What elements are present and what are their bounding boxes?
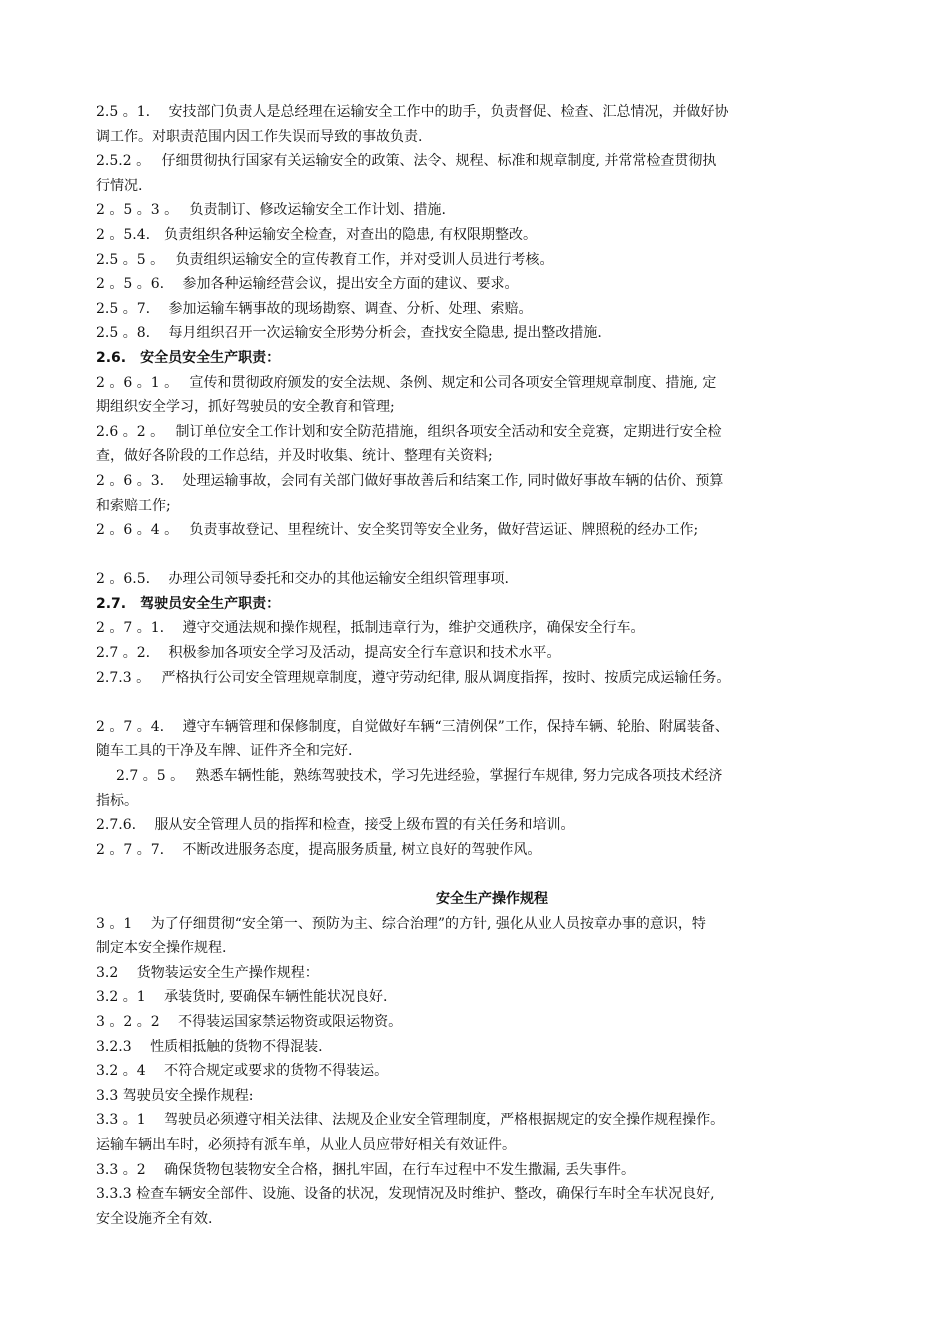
text-line: 2 。6 。1 。 宣传和贯彻政府颁发的安全法规、条例、规定和公司各项安全管理规章制度、措施, 定: [96, 374, 717, 391]
section-heading-2-7: 2.7. 驾驶员安全生产职责：: [96, 595, 281, 612]
text-line: 2.7.3 。 严格执行公司安全管理规章制度，遵守劳动纪律, 服从调度指挥，按时、按质完成运输任务。: [96, 669, 731, 686]
text-line: 3.2 。4 不符合规定或要求的货物不得装运。: [96, 1063, 389, 1080]
text-line: 2 。6 。3. 处理运输事故，会同有关部门做好事故善后和结案工作, 同时做好事故车辆的估价、预算: [96, 472, 724, 489]
text-line: 3.2 货物装运安全生产操作规程：: [96, 964, 319, 981]
section-title: 安全生产操作规程: [436, 891, 548, 907]
text-line: 3.3 。2 确保货物包装物安全合格，捆扎牢固，在行车过程中不发生撒漏, 丢失事件。: [96, 1161, 635, 1178]
text-line: 2 。6 。4 。 负责事故登记、里程统计、安全奖罚等安全业务，做好营运证、牌照税的经办工作;: [96, 522, 699, 539]
text-line: 2.7.6. 服从安全管理人员的指挥和检查，接受上级布置的有关任务和培训。: [96, 817, 575, 834]
text-line: 行情况.: [96, 177, 143, 194]
text-line: 3.2.3 性质相抵触的货物不得混装.: [96, 1038, 323, 1055]
text-line: 2.5.2 。 仔细贯彻执行国家有关运输安全的政策、法令、规程、标准和规章制度, 并常常检查贯彻执: [96, 153, 717, 170]
text-line: 2.6 。2 。 制订单位安全工作计划和安全防范措施，组织各项安全活动和安全竞赛，定期进行安全检: [96, 423, 722, 440]
text-line: 3 。1 为了仔细贯彻“安全第一、预防为主、综合治理”的方针, 强化从业人员按章办事的意识，特: [96, 915, 706, 932]
text-line: 2 。5.4. 负责组织各种运输安全检查，对查出的隐患, 有权限期整改。: [96, 226, 537, 243]
text-line: 制定本安全操作规程.: [96, 940, 227, 957]
text-line: 3.3 。1 驾驶员必须遵守相关法律、法规及企业安全管理制度，严格根据规定的安全操作规程操作。: [96, 1112, 725, 1129]
text-line: 2 。7 。7. 不断改进服务态度，提高服务质量, 树立良好的驾驶作风。: [96, 841, 542, 858]
text-line: 2.5 。5 。 负责组织运输安全的宣传教育工作，并对受训人员进行考核。: [96, 251, 554, 268]
text-line: 3 。2 。2 不得装运国家禁运物资或限运物资。: [96, 1013, 403, 1030]
text-line: 调工作。对职责范围内因工作失误而导致的事故负责.: [96, 128, 423, 145]
text-line: 2.5 。7. 参加运输车辆事故的现场勘察、调查、分析、处理、索赔。: [96, 300, 533, 317]
text-line: 3.3 驾驶员安全操作规程:: [96, 1087, 254, 1104]
blank-line: [96, 690, 868, 715]
text-line: 运输车辆出车时，必须持有派车单，从业人员应带好相关有效证件。: [96, 1136, 516, 1153]
text-line: 安全设施齐全有效.: [96, 1210, 213, 1227]
text-line: 2.5 。8. 每月组织召开一次运输安全形势分析会，查找安全隐患, 提出整改措施.: [96, 325, 602, 342]
document-page: [96, 100, 868, 1231]
text-line: 期组织安全学习，抓好驾驶员的安全教育和管理;: [96, 399, 395, 416]
text-line: 2 。5 。3 。 负责制订、修改运输安全工作计划、措施.: [96, 202, 446, 219]
text-line: 2 。5 。6. 参加各种运输经营会议，提出安全方面的建议、要求。: [96, 276, 519, 293]
text-line: 2 。7 。1. 遵守交通法规和操作规程，抵制违章行为，维护交通秩序，确保安全行车。: [96, 620, 645, 637]
text-line: 2 。6.5. 办理公司领导委托和交办的其他运输安全组织管理事项.: [96, 571, 509, 588]
text-line: 随车工具的干净及车牌、证件齐全和完好.: [96, 743, 353, 760]
text-line: 指标。: [96, 792, 138, 809]
text-line: 2 。7 。4. 遵守车辆管理和保修制度，自觉做好车辆“三清例保”工作，保持车辆、轮胎、附属装备、: [96, 718, 729, 735]
text-line: 2.5 。1. 安技部门负责人是总经理在运输安全工作中的助手，负责督促、检查、汇总情况，并做好协: [96, 104, 729, 120]
text-line: 2.7 。2. 积极参加各项安全学习及活动，提高安全行车意识和技术水平。: [96, 645, 561, 662]
text-line: 3.3.3 检查车辆安全部件、设施、设备的状况，发现情况及时维护、整改，确保行车时全车状况良好,: [96, 1186, 715, 1203]
text-line: 查，做好各阶段的工作总结，并及时收集、统计、整理有关资料;: [96, 448, 493, 465]
blank-line: [96, 543, 868, 568]
section-heading-2-6: 2.6. 安全员安全生产职责：: [96, 349, 281, 366]
text-line: 和索赔工作;: [96, 497, 171, 514]
blank-line: [96, 862, 868, 887]
text-line: 2.7 。5 。 熟悉车辆性能，熟练驾驶技术，学习先进经验，掌握行车规律, 努力完成各项技术经济: [116, 768, 723, 785]
text-line: 3.2 。1 承装货时, 要确保车辆性能状况良好.: [96, 989, 388, 1006]
